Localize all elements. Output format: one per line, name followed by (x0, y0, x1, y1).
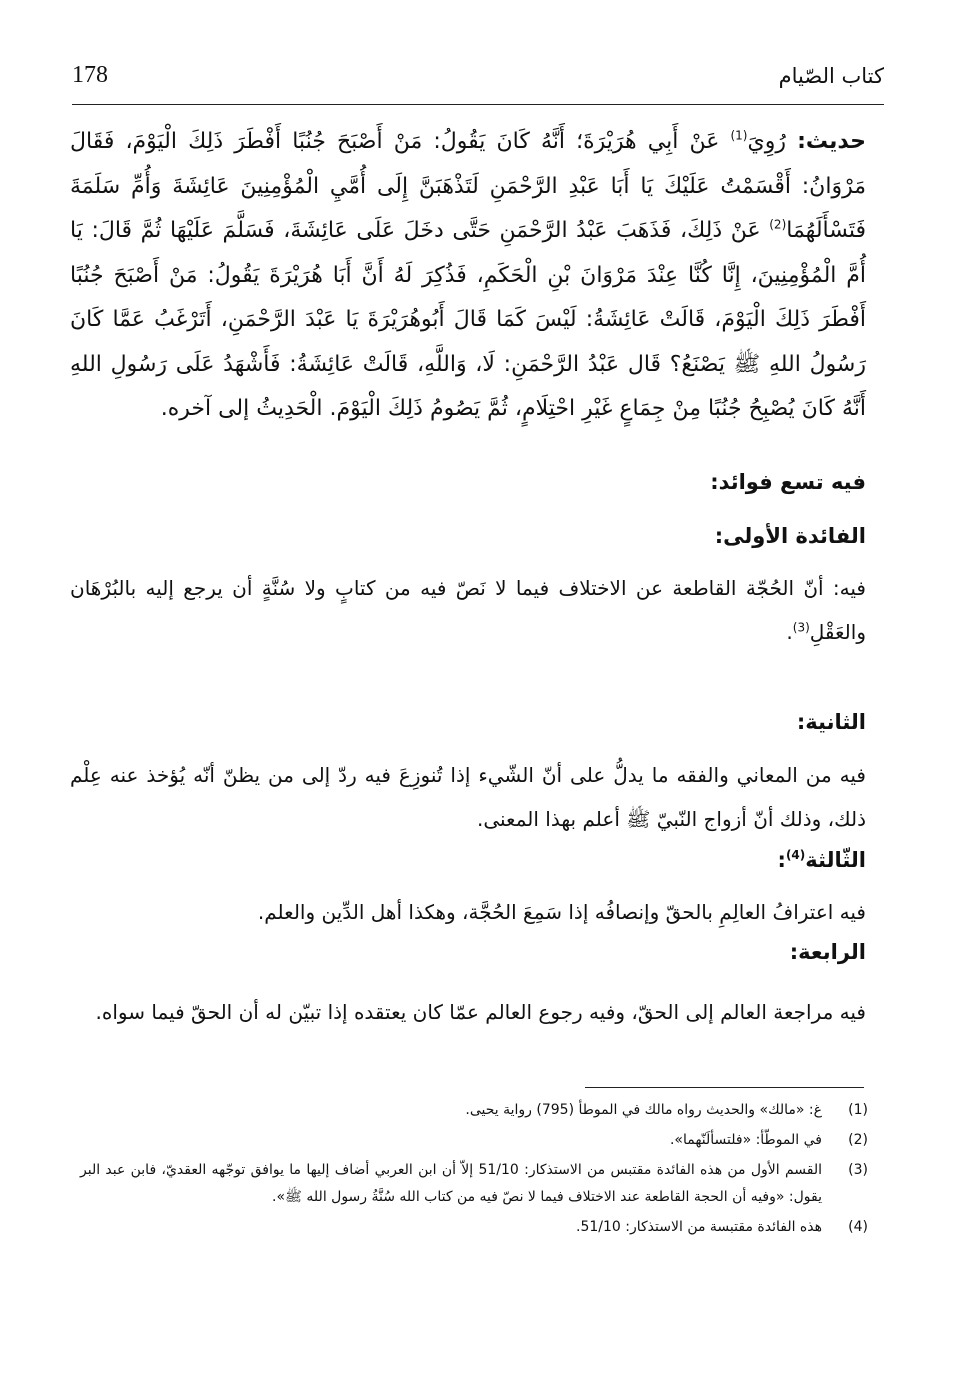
page-header (72, 62, 884, 102)
section-text-1-end: . (786, 620, 793, 644)
hadith-text-1: رُوِيَ (747, 129, 798, 154)
hadith-text-3: عَنْ ذَلِكَ، فَذَهَبَ عَبْدُ الرَّحْمَنِ حَتَّى دخَلَ عَلَى عَائِشَةَ، فَسَلَّمَ عَلَيْهَا ثُمَّ قَالَ: يَا أُمَّ الْمُؤْمِنِينَ، إِنَّا كُنَّا عِنْدَ مَرْوَانَ بْنِ الْحَكَمِ، فَذُكِرَ لَهُ أَنَّ أَبَا هُرَيْرَةَ يَقُولُ: مَنْ أَصْبَحَ جُنُبًا أَفْطَرَ ذَلِكَ الْيَوْمَ، قَالَتْ عَائِشَةُ: لَيْسَ كَمَا قَالَ أَبُوهُرَيْرَةَ يَا عَبْدَ الرَّحْمَنِ، أَتَرْغَبُ عَمَّا كَانَ رَسُولُ اللهِ ﷺ يَصْنَعُ؟ قَال عَبْدُ الرَّحْمَنِ: لَا، وَاللَّهِ، قَالَتْ عَائِشَةُ: فَأَشْهَدُ عَلَى رَسُولِ اللهِ أَنَّهُ كَانَ يُصْبِحُ جُنُبًا مِنْ جِمَاعٍ غَيْرِ احْتِلَامٍ، ثُمَّ يَصُومُ ذَلِكَ الْيَوْمَ. الْحَدِيثُ إلى آخره. (70, 218, 866, 421)
footnote-ref-3[interactable]: (3) (792, 620, 810, 635)
section-text-2: فيه من المعاني والفقه ما يدلُّ على أنّ الشّيء إذا تُنوزِعَ فيه ردّ إلى من يظنّ أنّه يُؤخذ عنه عِلْم ذلك، وذلك أنّ أزواج النّبيّ ﷺ أعلم بهذا المعنى. (70, 763, 866, 831)
section-heading-2: الثانية: (796, 710, 866, 734)
intro-heading: فيه تسع فوائد: (710, 470, 866, 494)
footnote-ref-2[interactable]: (2) (769, 217, 787, 232)
section-text-1: فيه: أنّ الحُجّة القاطعة عن الاختلاف فيما لا نَصّ فيه من كتابٍ ولا سُنَّةٍ أن يرجع إليه بالبُرْهَان والعَقْلِ (70, 576, 866, 644)
footnote-3 (80, 1157, 868, 1211)
footnote-text: في الموطّأ: «فلتسألَنّهما». (669, 1132, 822, 1148)
section-paragraph-3 (70, 890, 866, 934)
footnote-text: هذه الفائدة مقتبسة من الاستذكار: 51/10. (576, 1219, 822, 1235)
section-heading-4: الرابعة: (789, 940, 866, 964)
section-heading-3: الثّالثة$^{(4)}$: (777, 848, 866, 872)
footnote-number: (1) (848, 1102, 868, 1118)
footnote-number: (4) (848, 1219, 868, 1235)
section-paragraph-2 (70, 753, 866, 841)
hadith-text-2: عَنْ أَبِي هُرَيْرَةَ؛ أَنَّهُ كَانَ يَقُولُ: مَنْ أَصْبَحَ جُنُبًا أَفْطَرَ ذَلِكَ الْيَوْمَ، فَقَالَ مَرْوَانُ: أَقْسَمْتُ عَلَيْكَ يَا أَبَا عَبْدِ الرَّحْمَنِ لَتَذْهَبَنَّ إِلَى أُمَّيِ الْمُؤْمِنِينَ عَائِشَةَ وَأُمِّ سَلَمَةَ فَتَسْأَلَهُمَا (70, 129, 866, 243)
footnote-text: القسم الأول من هذه الفائدة مقتبس من الاستذكار: 51/10 إلاّ أن ابن العربي أضاف إليها ما يوافق توجّهه العقديّ، فابن عبد البر يقول: «وفيه أن الحجة القاطعة عند الاختلاف فيما لا نصّ فيه من كتاب الله سُنَّةُ رسول الله ﷺ». (80, 1162, 822, 1205)
hadith-paragraph (70, 120, 866, 432)
section-paragraph-1 (70, 566, 866, 654)
footnote-ref-1[interactable]: (1) (730, 128, 748, 143)
footnote-text: غ: «مالك» والحديث رواه مالك في الموطأ (795) رواية يحيى. (465, 1102, 822, 1118)
footnote-divider (585, 1087, 864, 1088)
running-title: كتاب الصّيام (778, 64, 884, 88)
section-heading-1: الفائدة الأولى: (714, 524, 866, 548)
footnotes (80, 1097, 868, 1244)
footnote-4 (80, 1214, 868, 1241)
footnote-number: (2) (848, 1132, 868, 1148)
footnote-number: (3) (848, 1162, 868, 1178)
section-text-3: فيه اعترافُ العالِمِ بالحقّ وإنصافُه إذا سَمِعَ الحُجَّة، وهكذا أهل الدِّين والعلم. (257, 900, 866, 924)
section-text-4: فيه مراجعة العالم إلى الحقّ، وفيه رجوع العالم عمّا كان يعتقده إذا تبيّن له أن الحقّ فيما سواه. (95, 1000, 866, 1024)
hadith-lead: حديث: (797, 129, 866, 154)
section-heading-3-label: الثّالثة (805, 848, 866, 872)
section-paragraph-4 (70, 990, 866, 1034)
page-number: 178 (72, 62, 108, 88)
footnote-ref-4[interactable]: (4) (785, 848, 806, 862)
footnote-1 (80, 1097, 868, 1124)
footnote-2 (80, 1127, 868, 1154)
header-divider (72, 104, 884, 105)
